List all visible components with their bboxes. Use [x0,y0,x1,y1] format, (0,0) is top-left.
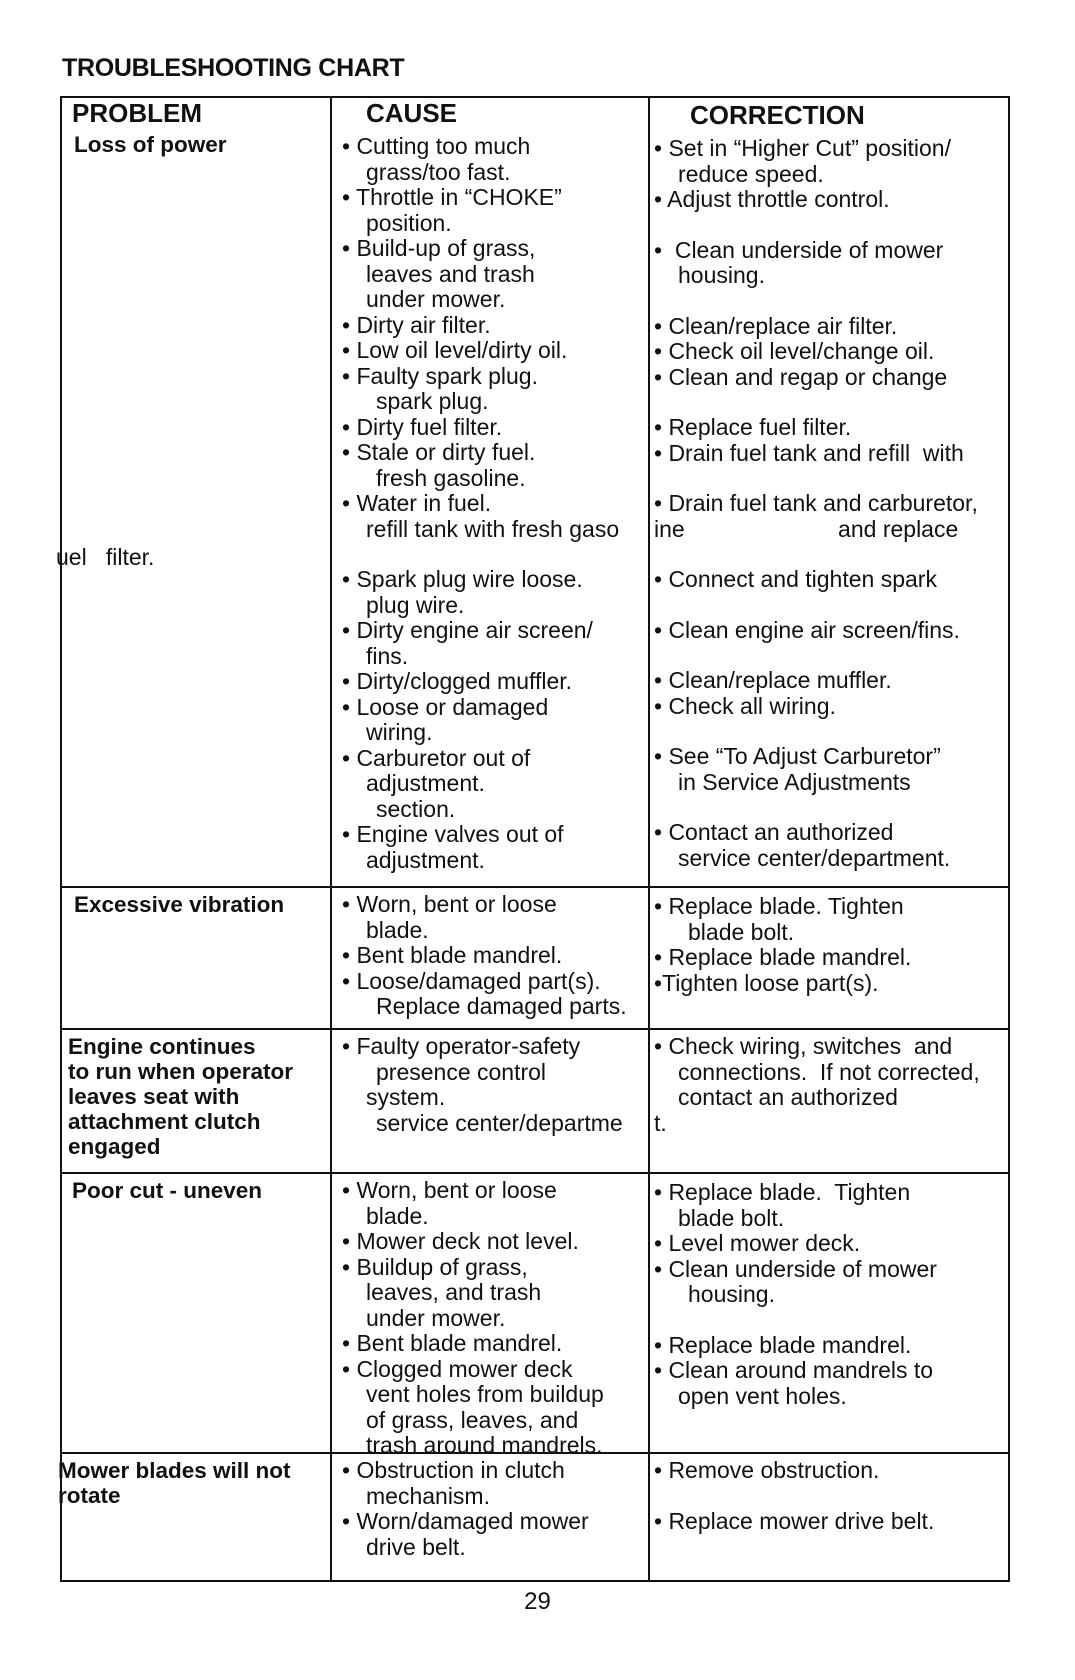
correction-cell-loss-of-power [654,136,978,871]
correction-cell-engine-continues [654,1034,980,1136]
cause-line: leaves, and trash [366,1279,542,1305]
cause-line: • Dirty air filter. [342,311,491,338]
correction-line: in Service Adjustments [678,768,911,795]
correction-line: • Clean underside of mower [654,1255,937,1282]
cause-line: • Worn, bent or loose [342,1177,557,1203]
cause-line: • Throttle in “CHOKE” [342,184,562,210]
cause-line: mechanism. [366,1482,490,1509]
cause-line: • Loose or damaged [342,693,549,720]
cause-line: • Carburetor out of [342,744,531,771]
correction-line: • Drain fuel tank and refill with [654,439,964,466]
header-correction: CORRECTION [690,100,865,130]
cause-cell-loss-of-power [342,134,619,873]
cause-line: • Mower deck not level. [342,1228,579,1254]
table-border-top [60,96,1010,98]
cause-line: fins. [366,642,409,669]
cause-line: • Obstruction in clutch [342,1457,565,1483]
correction-cell-poor-cut [654,1180,937,1409]
correction-line: • Check all wiring. [654,692,836,719]
cause-line: • Low oil level/dirty oil. [342,337,568,363]
problem-line: leaves seat with [68,1084,240,1109]
cause-line: • Worn/damaged mower [342,1508,589,1534]
cause-line: adjustment. [366,770,485,796]
cause-line: position. [366,209,452,236]
correction-line: contact an authorized [678,1084,898,1110]
problem-loss-of-power: Loss of power [74,132,227,157]
correction-line: blade bolt. [688,918,795,945]
cause-line: • Faulty operator-safety [342,1033,581,1059]
cause-line: • Clogged mower deck [342,1355,573,1382]
cause-line: under mower. [366,1304,506,1331]
header-cause: CAUSE [366,98,458,128]
cause-cell-engine-continues [342,1034,623,1136]
column-divider-2 [648,96,650,1582]
problem-mower-blades-will-not-rotate [58,1458,291,1508]
correction-line: service center/department. [678,844,951,871]
correction-line: • Clean and regap or change [654,363,948,390]
problem-line: Mower blades will not [58,1458,291,1483]
problem-line: to run when operator [68,1059,293,1084]
correction-line: connections. If not corrected, [678,1058,980,1085]
correction-line: housing. [678,262,765,288]
cause-cell-mower-blades [342,1458,589,1560]
correction-line: • Replace blade. Tighten [654,893,904,919]
correction-cell-excessive-vibration [654,894,911,996]
cause-line: refill tank with fresh gaso [366,515,620,542]
table-border-bottom [60,1580,1010,1582]
cause-line: • Cutting too much [342,133,531,159]
troubleshooting-table [60,96,1010,1582]
cause-line: plug wire. [366,591,465,618]
column-divider-1 [330,96,332,1582]
correction-line: • Replace mower drive belt. [654,1507,935,1534]
cause-line: under mower. [366,286,506,312]
correction-line: • See “To Adjust Carburetor” [654,743,941,769]
row-divider-1 [60,886,1010,888]
row-divider-2 [60,1028,1010,1030]
correction-line: open vent holes. [678,1382,847,1409]
correction-line: • Replace fuel filter. [654,414,852,440]
problem-poor-cut: Poor cut - uneven [72,1178,263,1203]
cause-line: • Bent blade mandrel. [342,1330,563,1356]
cause-line: • Loose/damaged part(s). [342,967,601,994]
correction-line: • Connect and tighten spark [654,566,937,592]
cause-line: • Buildup of grass, [342,1253,528,1280]
cause-line: system. [366,1084,446,1110]
correction-line: blade bolt. [678,1204,785,1231]
cause-line: • Dirty fuel filter. [342,413,503,440]
cause-line: • Worn, bent or loose [342,891,557,917]
correction-line: • Level mower deck. [654,1230,861,1256]
cause-line: section. [376,795,456,822]
problem-line: engaged [68,1134,161,1159]
correction-line: •Tighten loose part(s). [654,969,879,996]
correction-line: • Clean/replace air filter. [654,312,898,339]
cause-line: presence control [376,1058,547,1085]
problem-line: attachment clutch [68,1109,261,1134]
cause-line: Replace damaged parts. [376,993,627,1019]
correction-line: • Clean underside of mower [654,236,944,263]
correction-line: • Set in “Higher Cut” position/ [654,135,951,161]
cause-line: • Faulty spark plug. [342,362,538,389]
correction-line: • Check wiring, switches and [654,1033,953,1059]
page-number: 29 [524,1588,551,1615]
correction-line: • Remove obstruction. [654,1457,880,1483]
cause-line: • Build-up of grass, [342,235,536,261]
cause-line: adjustment. [366,846,485,873]
cause-line: drive belt. [366,1533,466,1560]
cause-line: • Engine valves out of [342,821,564,847]
cause-line: wiring. [366,719,433,745]
cause-line: trash around mandrels. [366,1432,603,1458]
stray-text-fuel-filter: uel filter. [56,544,155,570]
cause-line: grass/too fast. [366,158,511,185]
cause-cell-excessive-vibration [342,892,627,1020]
problem-line: rotate [58,1483,121,1508]
cause-line: blade. [366,916,429,943]
correction-line: • Replace blade mandrel. [654,1331,912,1358]
cause-line: leaves and trash [366,260,535,287]
cause-line: spark plug. [376,388,489,414]
cause-line: blade. [366,1202,429,1229]
cause-line: • Bent blade mandrel. [342,942,563,968]
problem-excessive-vibration: Excessive vibration [74,892,285,917]
correction-line: • Check oil level/change oil. [654,338,935,364]
correction-cell-mower-blades [654,1458,934,1534]
correction-line: • Clean engine air screen/fins. [654,616,960,643]
table-border-left [60,96,62,1582]
problem-engine-continues [68,1034,293,1159]
correction-line: • Replace blade mandrel. [654,944,912,970]
correction-line: housing. [688,1281,775,1307]
correction-line: • Clean/replace muffler. [654,667,892,693]
cause-line: • Water in fuel. [342,490,492,516]
problem-line: Engine continues [68,1034,256,1059]
correction-line: • Drain fuel tank and carburetor, [654,490,978,516]
correction-line: t. [654,1109,667,1136]
table-border-right [1008,96,1010,1582]
correction-line: • Contact an authorized [654,819,894,845]
cause-line: • Dirty engine air screen/ [342,617,593,643]
page-title: TROUBLESHOOTING CHART [62,54,405,82]
cause-line: • Dirty/clogged muffler. [342,668,573,694]
row-divider-3 [60,1172,1010,1174]
cause-line: of grass, leaves, and [366,1406,579,1433]
cause-line: vent holes from buildup [366,1381,604,1407]
correction-line: • Replace blade. Tighten [654,1179,911,1205]
correction-line: • Clean around mandrels to [654,1357,934,1383]
cause-line: • Stale or dirty fuel. [342,439,536,465]
cause-cell-poor-cut [342,1178,604,1459]
header-problem: PROBLEM [72,98,202,128]
cause-line: • Spark plug wire loose. [342,566,583,592]
correction-line: reduce speed. [678,160,824,187]
correction-line: • Adjust throttle control. [654,186,890,212]
correction-line: ine and replace [654,515,959,542]
cause-line: service center/departme [376,1109,623,1136]
cause-line: fresh gasoline. [376,464,526,491]
